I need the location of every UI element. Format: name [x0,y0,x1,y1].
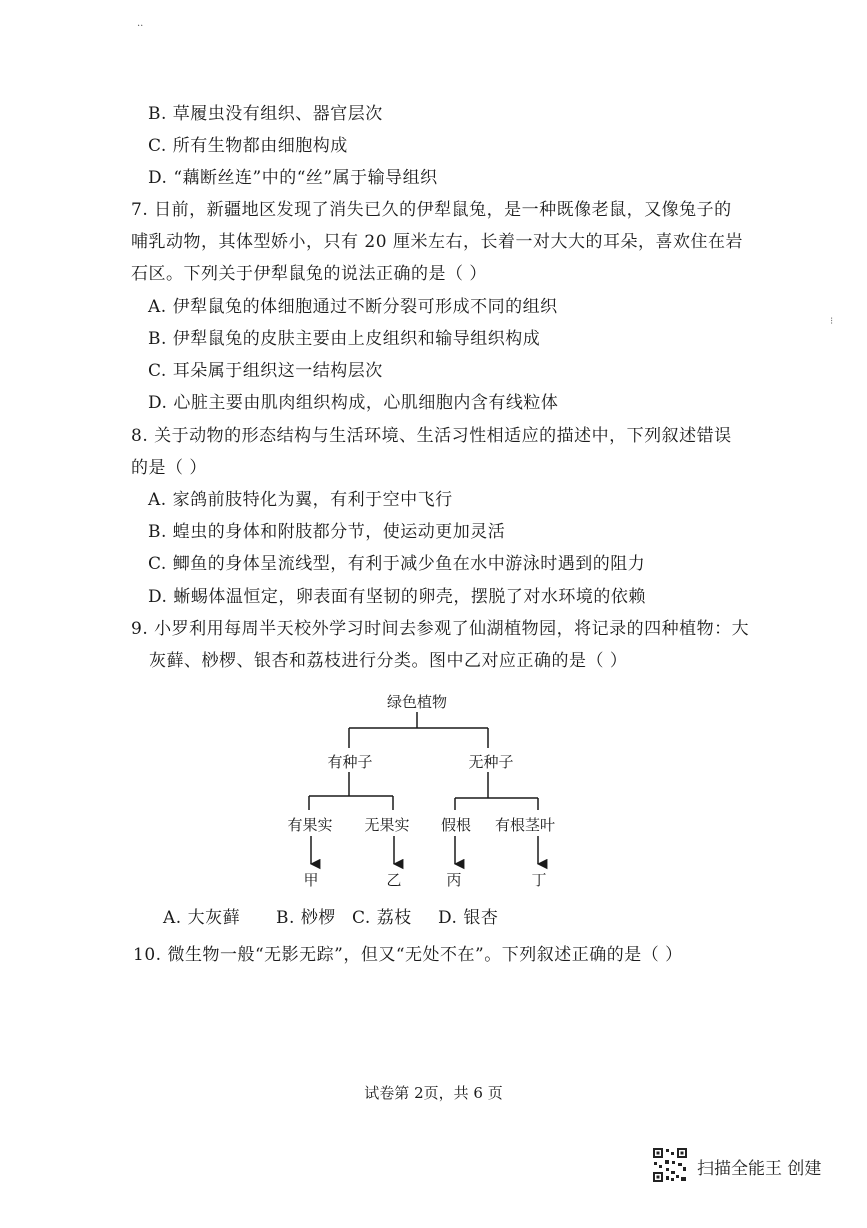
q10-stem: 10. 微生物一般“无影无踪”，但又“无处不在”。下列叙述正确的是（ ） [133,945,683,965]
q7-stem-line-3: 石区。下列关于伊犁鼠兔的说法正确的是（ ） [131,264,487,284]
q9-option-a: A. 大灰藓 [163,908,241,928]
q9-stem-line-1: 9. 小罗利用每周半天校外学习时间去参观了仙湖植物园，将记录的四种植物：大 [131,619,750,639]
node-false-roots: 假根 [440,816,472,834]
node-root: 绿色植物 [386,693,448,711]
scanner-watermark: 扫描全能王 创建 [697,1159,822,1179]
leaf-bing: 丙 [446,871,462,889]
q6-option-c: C. 所有生物都由细胞构成 [148,136,348,156]
q6-option-d: D. “藕断丝连”中的“丝”属于输导组织 [148,168,438,188]
q8-option-d: D. 蜥蜴体温恒定，卵表面有坚韧的卵壳，摆脱了对水环境的依赖 [148,587,646,607]
q6-option-b: B. 草履虫没有组织、器官层次 [148,104,383,124]
q9-option-c: C. 荔枝 [352,908,412,928]
q9-option-d: D. 银杏 [438,908,499,928]
page-footer: 试卷第 2页，共 6 页 [364,1084,503,1102]
q8-stem-line-1: 8. 关于动物的形态结构与生活环境、生活习性相适应的描述中，下列叙述错误 [131,426,732,446]
q7-option-a: A. 伊犁鼠兔的体细胞通过不断分裂可形成不同的组织 [148,297,558,317]
q7-option-c: C. 耳朵属于组织这一结构层次 [148,361,383,381]
q7-stem-line-2: 哺乳动物，其体型娇小，只有 20 厘米左右，长着一对大大的耳朵，喜欢住在岩 [131,232,743,252]
q7-stem-line-1: 7. 日前，新疆地区发现了消失已久的伊犁鼠兔，是一种既像老鼠，又像兔子的 [131,200,732,220]
node-with-seeds: 有种子 [327,753,373,771]
node-without-fruit: 无果实 [364,816,410,834]
node-without-seeds: 无种子 [468,753,514,771]
scan-speck: .. [137,18,144,29]
q7-option-d: D. 心脏主要由肌肉组织构成，心肌细胞内含有线粒体 [148,393,559,413]
leaf-yi: 乙 [386,871,402,889]
q8-stem-line-2: 的是（ ） [131,458,207,478]
margin-speck: ⁝ [830,316,834,327]
q8-option-b: B. 蝗虫的身体和附肢都分节，使运动更加灵活 [148,522,506,542]
leaf-jia: 甲 [303,871,319,889]
node-roots-stems-leaves: 有根茎叶 [494,816,556,834]
q8-option-a: A. 家鸽前肢特化为翼，有利于空中飞行 [148,490,453,510]
q9-option-b: B. 桫椤 [276,908,336,928]
node-with-fruit: 有果实 [287,816,333,834]
q8-option-c: C. 鲫鱼的身体呈流线型，有利于减少鱼在水中游泳时遇到的阻力 [148,554,646,574]
leaf-ding: 丁 [531,871,547,889]
q9-stem-line-2: 灰藓、桫椤、银杏和荔枝进行分类。图中乙对应正确的是（ ） [149,651,628,671]
qr-code-icon [652,1147,688,1183]
q7-option-b: B. 伊犁鼠兔的皮肤主要由上皮组织和输导组织构成 [148,329,541,349]
